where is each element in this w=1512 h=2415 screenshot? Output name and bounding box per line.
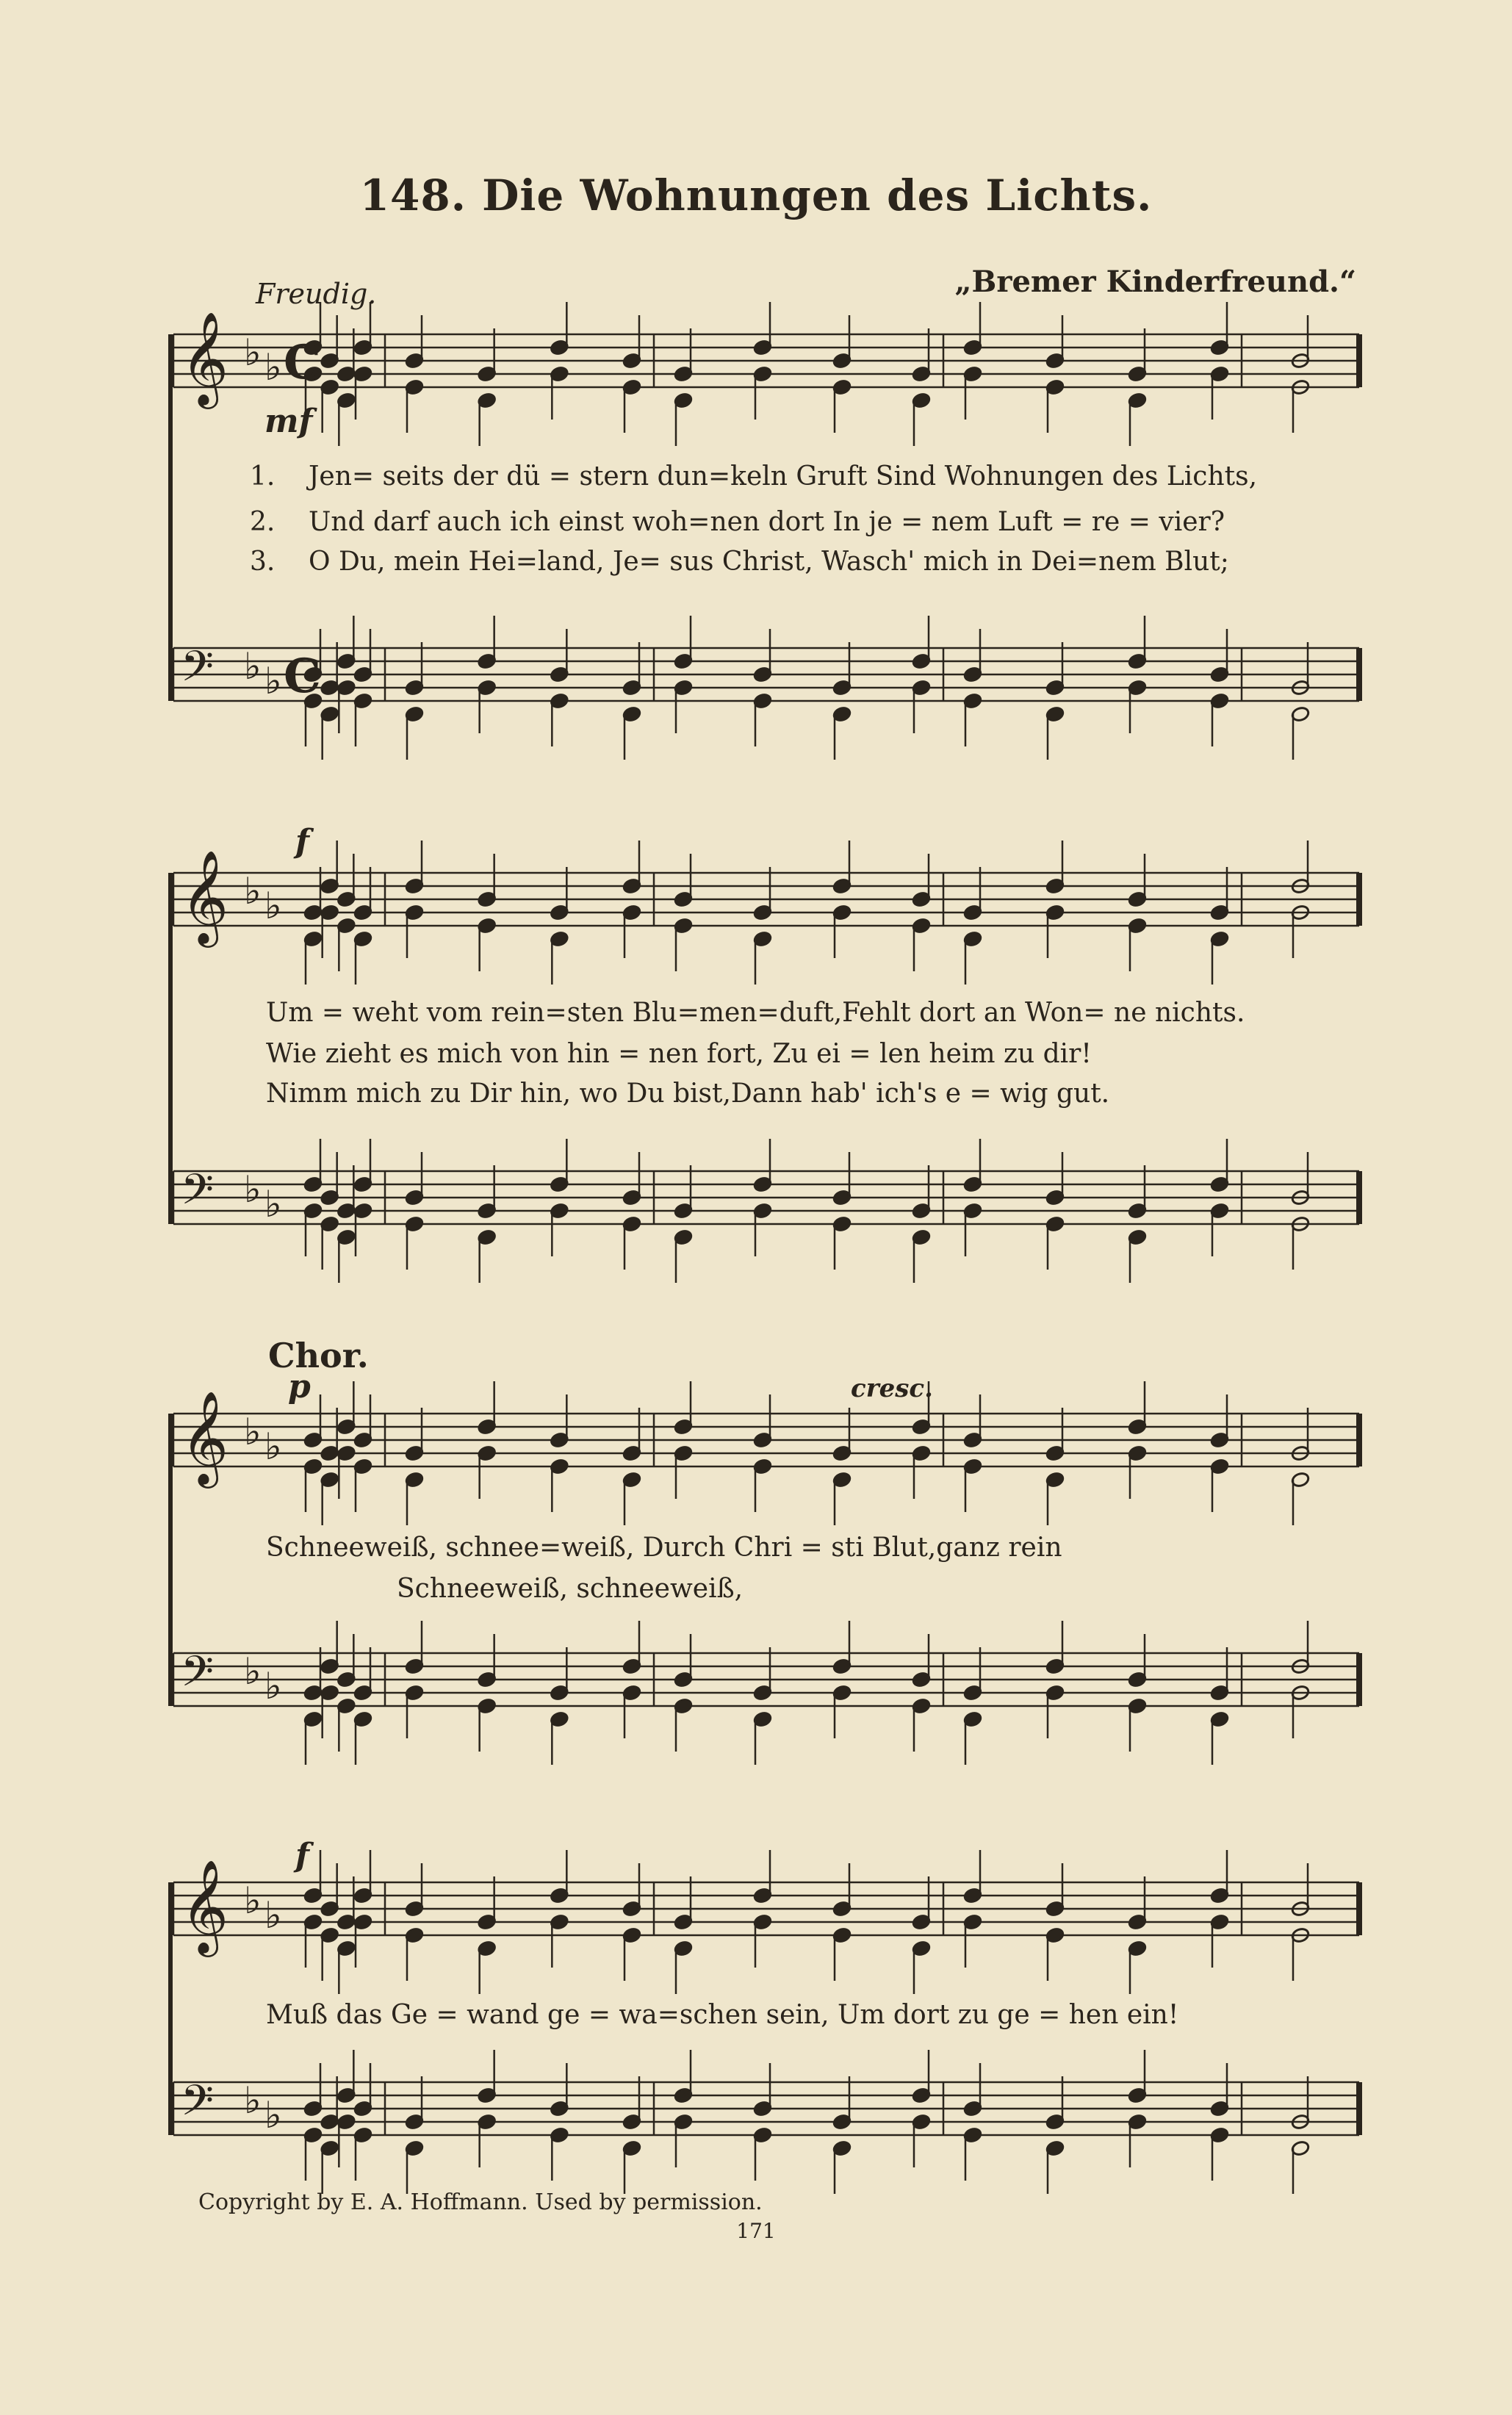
- dynamic-mark-cresc: cresc.: [851, 1374, 933, 1403]
- verse-line: Nimm mich zu Dir hin, wo Du bist,Dann hab' ich's e = wig gut.: [266, 1079, 1110, 1109]
- dynamic-mark-f: f: [295, 823, 309, 860]
- key-signature-flat: ♭: [264, 1665, 282, 1707]
- verse-line: Wie zieht es mich von hin = nen fort, Zu ei = len heim zu dir!: [266, 1039, 1092, 1069]
- key-signature-flat: ♭: [244, 331, 262, 374]
- tempo-marking: Freudig.: [256, 278, 377, 310]
- key-signature-flat: ♭: [264, 1894, 282, 1937]
- key-signature-flat: ♭: [264, 885, 282, 927]
- key-signature-flat: ♭: [264, 660, 282, 702]
- final-lyric: Muß das Ge = wand ge = wa=schen sein, Um dort zu ge = hen ein!: [266, 2000, 1179, 2030]
- verse-line: Um = weht vom rein=sten Blu=men=duft,Fehlt dort an Won= ne nichts.: [266, 998, 1245, 1028]
- treble-clef: 𝄞: [181, 849, 229, 943]
- key-signature-flat: ♭: [244, 1168, 262, 1211]
- time-signature: C: [284, 649, 321, 704]
- bass-clef: 𝄢: [181, 1165, 215, 1225]
- bass-clef: 𝄢: [181, 641, 215, 702]
- key-signature-flat: ♭: [264, 346, 282, 389]
- key-signature-flat: ♭: [264, 1183, 282, 1226]
- key-signature-flat: ♭: [244, 645, 262, 688]
- verse-line: Und darf auch ich einst woh=nen dort In je = nem Luft = re = vier?: [309, 507, 1225, 537]
- key-signature-flat: ♭: [264, 2094, 282, 2137]
- verse-number: 3.: [250, 547, 276, 577]
- verse-number: 2.: [250, 507, 276, 537]
- chorus-lyric-lower: Schneeweiß, schneeweiß,: [397, 1574, 744, 1604]
- verse-line: O Du, mein Hei=land, Je= sus Christ, Wasch' mich in Dei=nem Blut;: [309, 547, 1229, 577]
- key-signature-flat: ♭: [244, 1650, 262, 1693]
- key-signature-flat: ♭: [244, 870, 262, 913]
- hymn-title: 148. Die Wohnungen des Lichts.: [359, 170, 1153, 220]
- dynamic-mark-mf: mf: [264, 403, 313, 440]
- key-signature-flat: ♭: [264, 1425, 282, 1468]
- treble-clef: 𝄞: [181, 1390, 229, 1484]
- bass-clef: 𝄢: [181, 2076, 215, 2136]
- key-signature-flat: ♭: [244, 1411, 262, 1453]
- key-signature-flat: ♭: [244, 2079, 262, 2122]
- treble-clef: 𝄞: [181, 311, 229, 405]
- bass-clef: 𝄢: [181, 1646, 215, 1707]
- chorus-label: Chor.: [268, 1336, 369, 1375]
- chorus-lyric-upper: Schneeweiß, schnee=weiß, Durch Chri = sti Blut,ganz rein: [266, 1533, 1062, 1563]
- dynamic-mark-p: p: [288, 1368, 311, 1406]
- time-signature: C: [284, 335, 321, 390]
- tune-attribution: „Bremer Kinderfreund.“: [954, 264, 1356, 299]
- verse-number: 1.: [250, 461, 276, 492]
- dynamic-mark-f-final: f: [295, 1837, 309, 1874]
- key-signature-flat: ♭: [244, 1879, 262, 1922]
- page-number: 171: [736, 2219, 776, 2243]
- verse-line: Jen= seits der dü = stern dun=keln Gruft Sind Wohnungen des Lichts,: [309, 461, 1258, 492]
- copyright-notice: Copyright by E. A. Hoffmann. Used by permission.: [198, 2189, 763, 2215]
- treble-clef: 𝄞: [181, 1859, 229, 1953]
